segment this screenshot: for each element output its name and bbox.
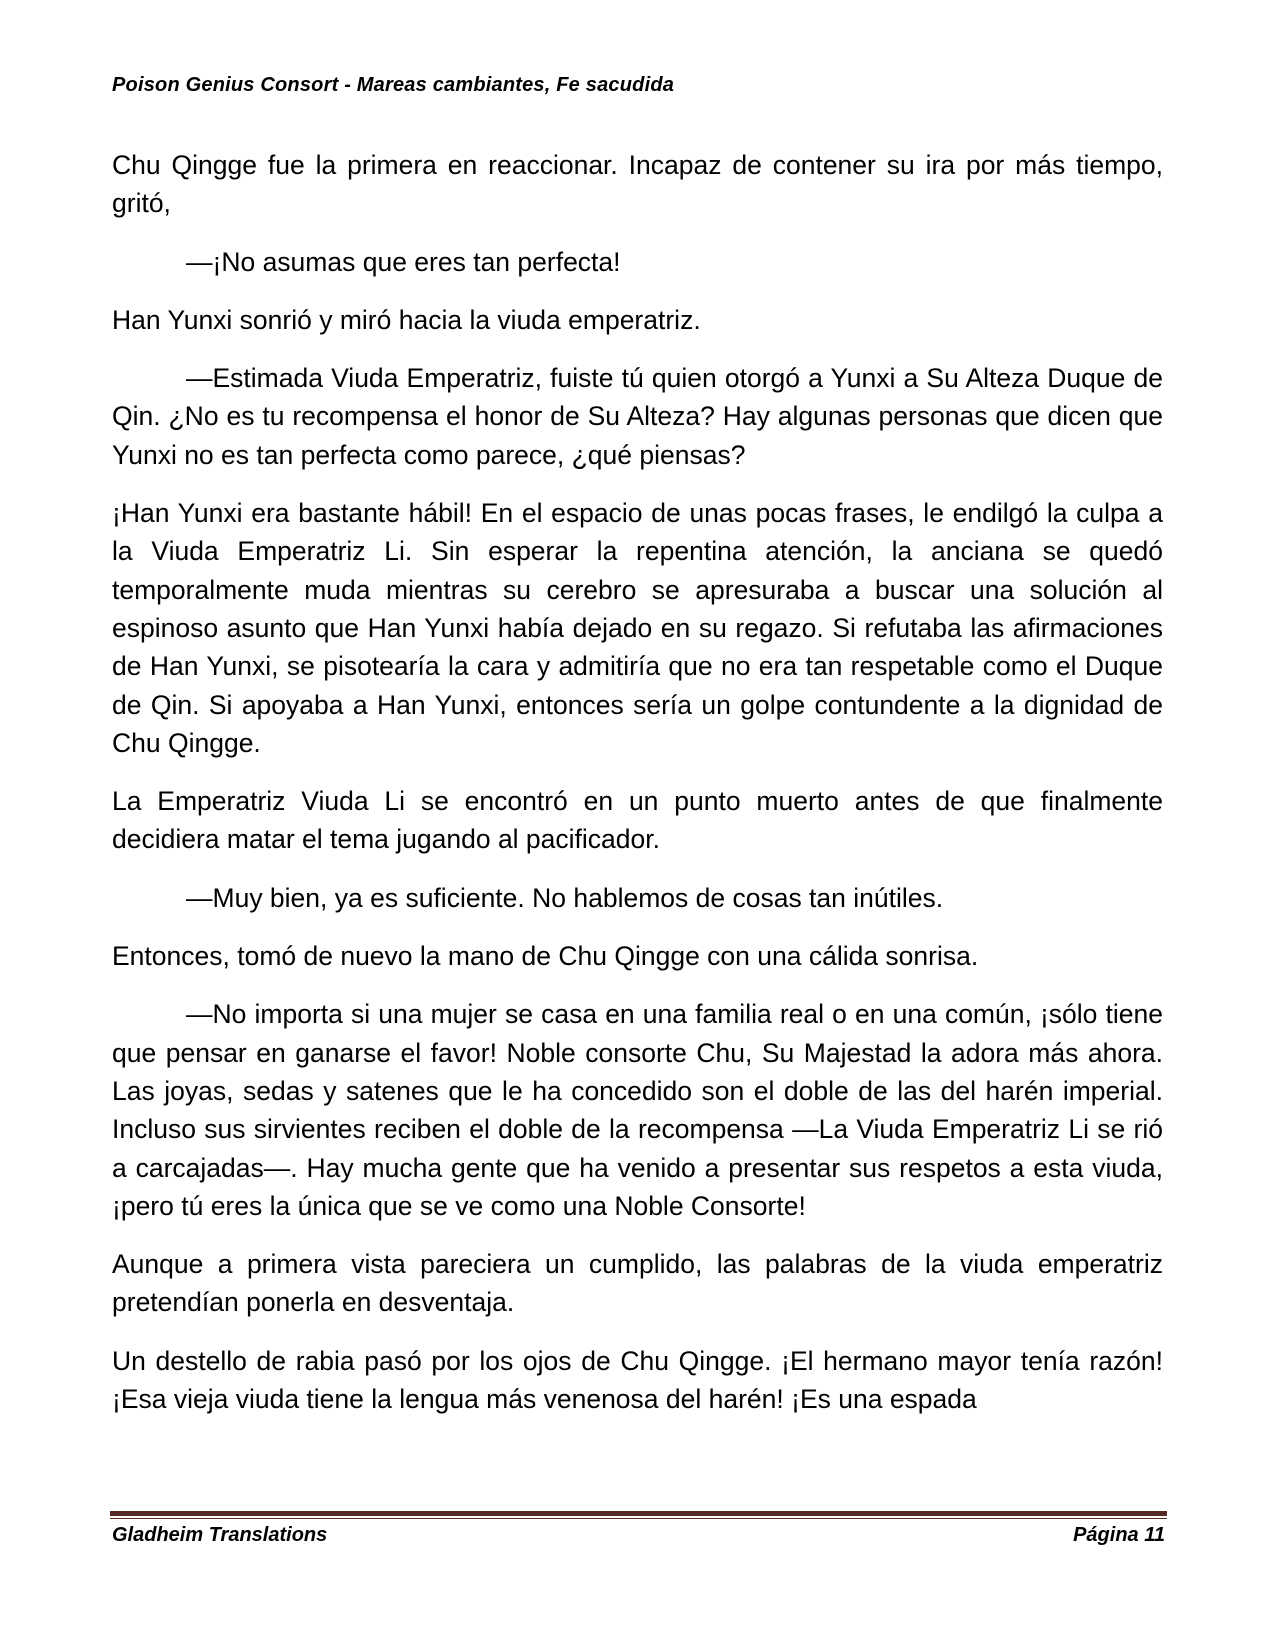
page-number: Página 11 bbox=[1073, 1524, 1165, 1546]
paragraph: Han Yunxi sonrió y miró hacia la viuda emperatriz. bbox=[112, 304, 701, 335]
dialogue-paragraph: —Muy bien, ya es suficiente. No hablemos de cosas tan inútiles. bbox=[186, 882, 944, 913]
paragraph: ¡Han Yunxi era bastante hábil! En el espacio de unas pocas frases, le endilgó la culpa a la Viuda Emperatriz Li. Sin esperar la repentina atención, la anciana se quedó temporalmente muda mientras su cerebro se apresuraba a buscar una solución al espinoso asunto que Han Yunxi había dejado en su regazo. Si refutaba las afirmaciones de Han Yunxi, se pisotearía la cara y admitiría que no era tan respetable como el Duque de Qin. Si apoyaba a Han Yunxi, entonces sería un golpe contundente a la dignidad de Chu Qingge. bbox=[112, 498, 1163, 758]
paragraph: La Emperatriz Viuda Li se encontró en un punto muerto antes de que finalmente decidiera matar el tema jugando al pacificador. bbox=[112, 786, 1163, 855]
body-text bbox=[112, 146, 1163, 1438]
dialogue-paragraph: —Estimada Viuda Emperatriz, fuiste tú quien otorgó a Yunxi a Su Alteza Duque de Qin. ¿No es tu recompensa el honor de Su Alteza? Hay algunas personas que dicen que Yunxi no es tan perfecta como parece, ¿qué piensas? bbox=[112, 363, 1163, 470]
paragraph: Entonces, tomó de nuevo la mano de Chu Qingge con una cálida sonrisa. bbox=[112, 941, 979, 972]
footer-divider-thick bbox=[110, 1511, 1167, 1516]
dialogue-paragraph: —No importa si una mujer se casa en una familia real o en una común, ¡sólo tiene que pensar en ganarse el favor! Noble consorte Chu, Su Majestad la adora más ahora. Las joyas, sedas y satenes que le ha concedido son el doble de las del harén imperial. Incluso sus sirvientes reciben el doble de la recompensa —La Viuda Emperatriz Li se rió a carcajadas—. Hay mucha gente que ha venido a presentar sus respetos a esta viuda, ¡pero tú eres la única que se ve como una Noble Consorte! bbox=[112, 999, 1163, 1221]
footer-translator: Gladheim Translations bbox=[112, 1524, 328, 1546]
paragraph: Chu Qingge fue la primera en reaccionar. Incapaz de contener su ira por más tiempo, gritó, bbox=[112, 150, 1163, 219]
paragraph: Un destello de rabia pasó por los ojos de Chu Qingge. ¡El hermano mayor tenía razón! ¡Esa vieja viuda tiene la lengua más venenosa del harén! ¡Es una espada bbox=[112, 1345, 1163, 1415]
footer-divider-thin bbox=[110, 1518, 1167, 1519]
running-header: Poison Genius Consort - Mareas cambiantes, Fe sacudida bbox=[112, 74, 675, 96]
paragraph: Aunque a primera vista pareciera un cumplido, las palabras de la viuda emperatriz pretendían ponerla en desventaja. bbox=[112, 1249, 1163, 1318]
dialogue-paragraph: —¡No asumas que eres tan perfecta! bbox=[186, 246, 621, 277]
